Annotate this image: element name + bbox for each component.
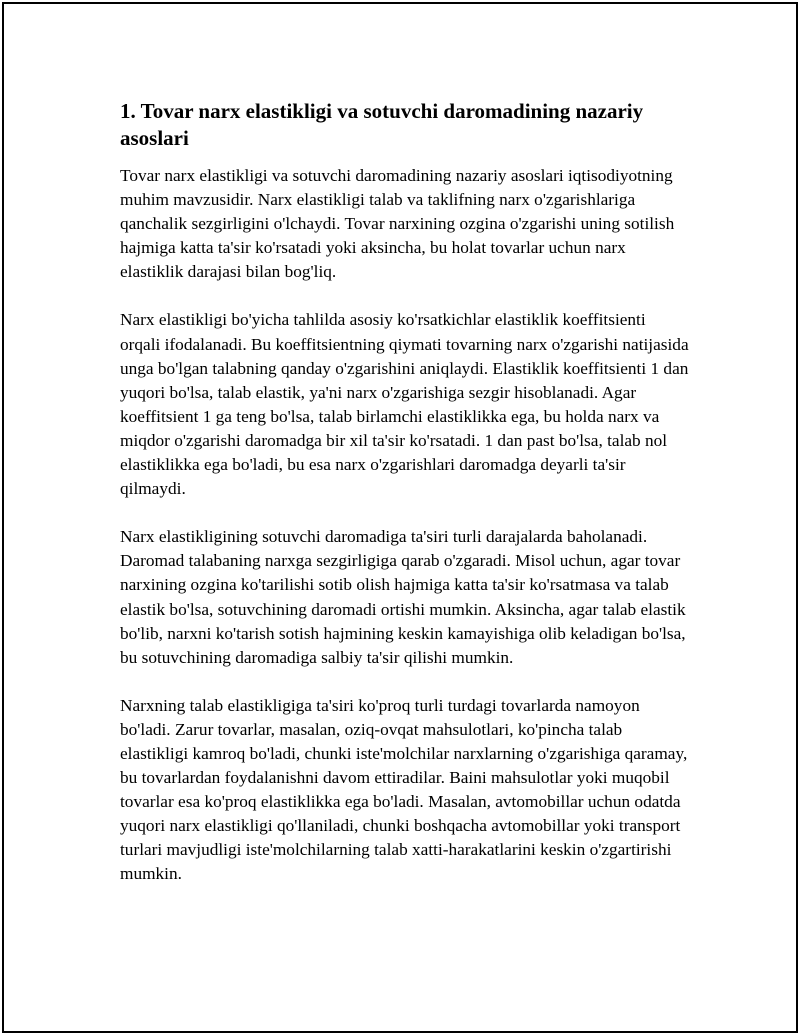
document-page xyxy=(2,2,798,1033)
document-body xyxy=(120,98,690,911)
paragraph-4: Narxning talab elastikligiga ta'siri ko'proq turli turdagi tovarlarda namoyon bo'ladi. Zarur tovarlar, masalan, oziq-ovqat mahsulotlari, ko'pincha talab elastikligi kamroq bo'ladi, chunki iste'molchilar narxlarning o'zgarishiga qaramay, bu tovarlardan foydalanishni davom ettiradilar. Baini mahsulotlar yoki muqobil tovarlar esa ko'proq elastiklikka ega bo'ladi. Masalan, avtomobillar uchun odatda yuqori narx elastikligi qo'llaniladi, chunki boshqacha avtomobillar yoki transport turlari mavjudligi iste'molchilarning talab xatti-harakatlarini keskin o'zgartirishi mumkin. xyxy=(120,695,688,884)
paragraph-2: Narx elastikligi bo'yicha tahlilda asosiy ko'rsatkichlar elastiklik koeffitsienti orqali ifodalanadi. Bu koeffitsientning qiymati tovarning narx o'zgarishi natijasida unga bo'lgan talabning qanday o'zgarishini aniqlaydi. Elastiklik koeffitsienti 1 dan yuqori bo'lsa, talab elastik, ya'ni narx o'zgarishiga sezgir hisoblanadi. Agar koeffitsient 1 ga teng bo'lsa, talab birlamchi elastiklikka ega, bu holda narx va miqdor o'zgarishi daromadga bir xil ta'sir ko'rsatadi. 1 dan past bo'lsa, talab nol elastiklikka ega bo'ladi, bu esa narx o'zgarishlari daromadga deyarli ta'sir qilmaydi. xyxy=(120,310,689,499)
paragraph-3: Narx elastikligining sotuvchi daromadiga ta'siri turli darajalarda baholanadi. Daromad talabaning narxga sezgirligiga qarab o'zgaradi. Misol uchun, agar tovar narxining ozgina ko'tarilishi sotib olish hajmiga katta ta'sir ko'rsatmasa va talab elastik bo'lsa, sotuvchining daromadi ortishi mumkin. Aksincha, agar talab elastik bo'lib, narxni ko'tarish sotish hajmining keskin kamayishiga olib keladigan bo'lsa, bu sotuvchining daromadiga salbiy ta'sir qilishi mumkin. xyxy=(120,527,686,667)
section-heading: 1. Tovar narx elastikligi va sotuvchi daromadining nazariy asoslari xyxy=(120,99,644,150)
paragraph-1: Tovar narx elastikligi va sotuvchi daromadining nazariy asoslari iqtisodiyotning muhim mavzusidir. Narx elastikligi talab va taklifning narx o'zgarishlariga qanchalik sezgirligini o'lchaydi. Tovar narxining ozgina o'zgarishi uning sotilish hajmiga katta ta'sir ko'rsatadi yoki aksincha, bu holat tovarlar uchun narx elastiklik darajasi bilan bog'liq. xyxy=(120,166,675,282)
